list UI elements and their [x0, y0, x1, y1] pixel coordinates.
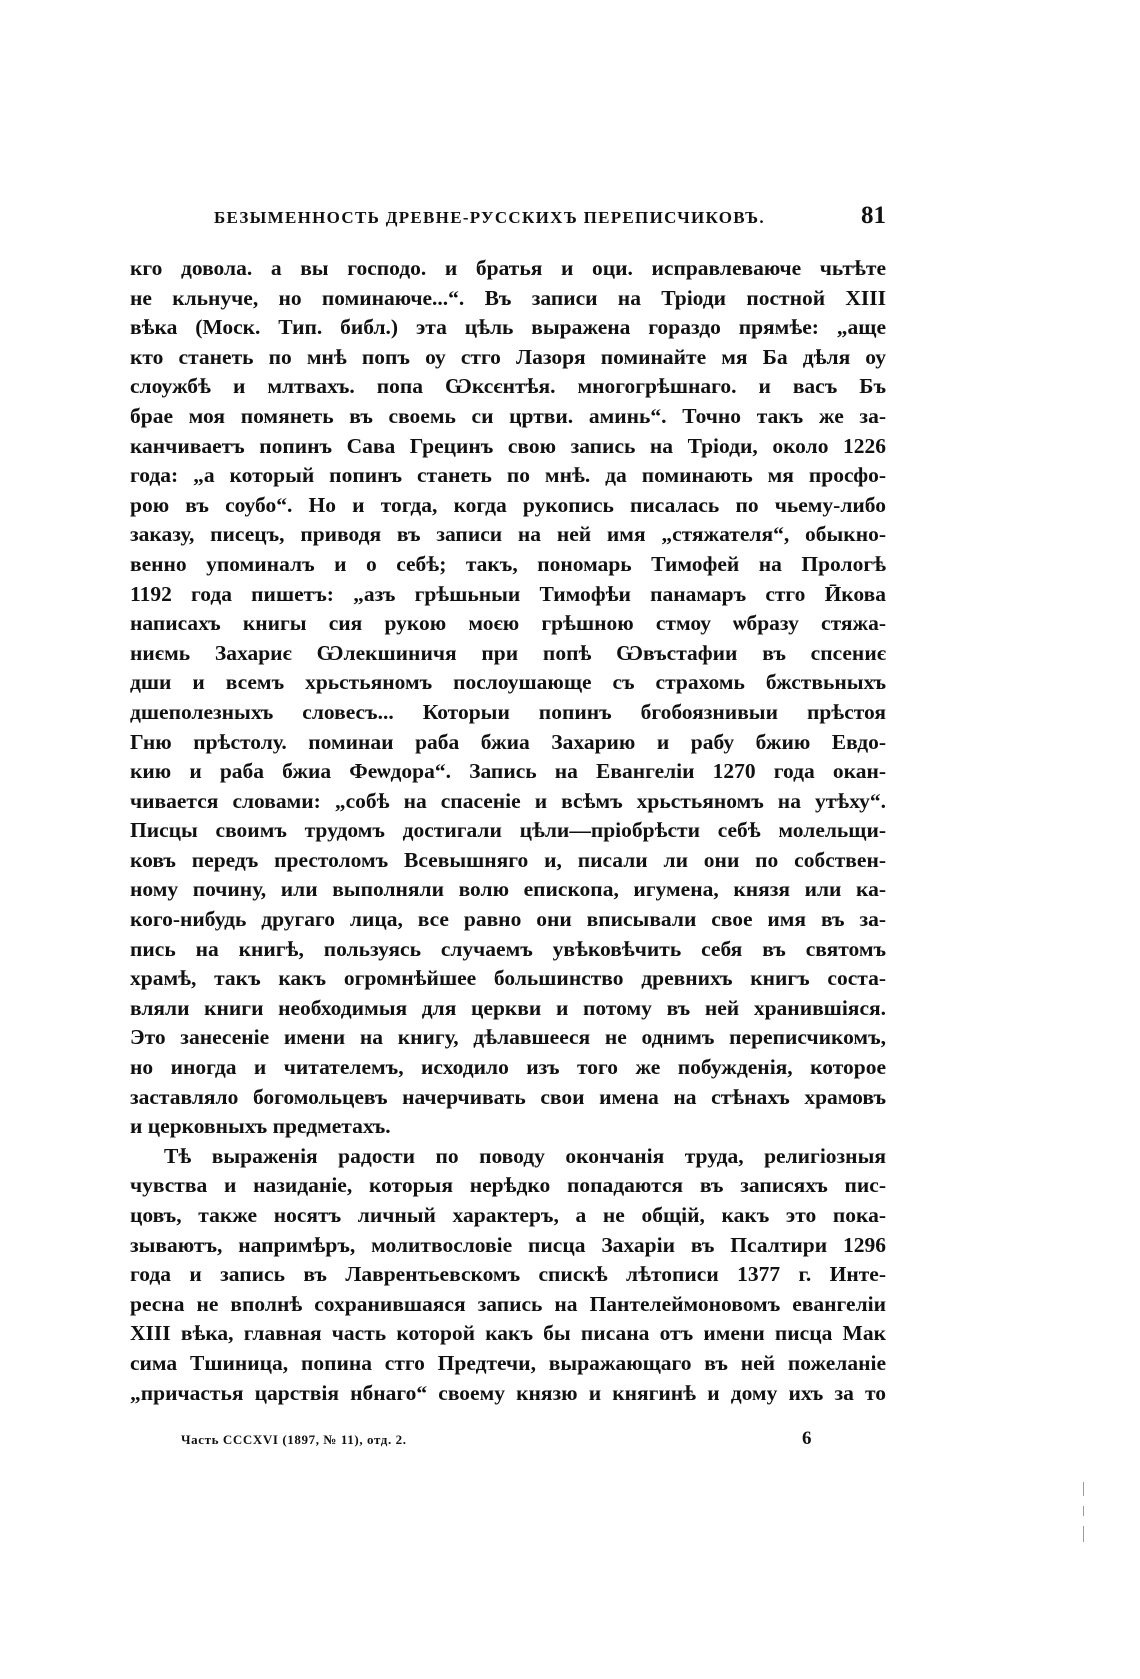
- scan-speck: [1083, 1526, 1084, 1542]
- text-line: года и запись въ Лаврентьевскомъ спискѣ лѣтописи 1377 г. Инте-: [130, 1262, 886, 1287]
- text-line: кию и раба бжиа Феѡдора“. Запись на Евангеліи 1270 года окан-: [130, 759, 886, 784]
- text-line: чивается словами: „собѣ на спасеніе и всѣмъ хрьстьяномъ на утѣху“.: [130, 788, 886, 813]
- text-line: „причастья царствія нбнаго“ своему князю и княгинѣ и дому ихъ за то: [130, 1380, 886, 1405]
- text-line: 1192 года пишетъ: „азъ грѣшьныи Тимофѣи панамаръ стго Ӣкова: [130, 581, 886, 606]
- text-line: XIII вѣка, главная часть которой какъ бы писана отъ имени писца Мак: [130, 1321, 886, 1346]
- text-line: пись на книгѣ, пользуясь случаемъ увѣковѣчить себя въ святомъ: [130, 936, 886, 961]
- text-line: слоужбѣ и млтвахъ. попа Ѡксєнтѣя. многогрѣшнаго. и васъ Бъ: [130, 374, 886, 399]
- page-header: [214, 202, 886, 236]
- text-line: вѣка (Моск. Тип. библ.) эта цѣль выражена гораздо прямѣе: „аще: [130, 315, 886, 340]
- text-line: кто станеть по мнѣ попъ оу стго Лазоря поминайте мя Ба дѣля оу: [130, 344, 886, 369]
- page-footer: [181, 1428, 821, 1452]
- sheet-number: 6: [802, 1428, 812, 1449]
- text-line: кго довола. а вы господо. и братья и оци. исправлеваюче чьтѣте: [130, 256, 886, 280]
- text-line: чувства и назиданіе, которыя нерѣдко попадаются въ записяхъ пис-: [130, 1173, 886, 1198]
- paragraph-start-line: Тѣ выраженія радости по поводу окончанія труда, религіозныя: [164, 1143, 886, 1168]
- text-line: венно упоминалъ и о себѣ; такъ, пономарь Тимофей на Прологѣ: [130, 551, 886, 576]
- text-line: канчиваетъ попинъ Сава Грецинъ свою запись на Тріоди, около 1226: [130, 433, 886, 458]
- paragraph-end-line: и церковныхъ предметахъ.: [130, 1114, 391, 1139]
- body-text: [130, 254, 886, 1408]
- text-line: зываютъ, напримѣръ, молитвословіе писца Захаріи въ Псалтири 1296: [130, 1232, 886, 1257]
- text-line: кого-нибудь другаго лица, все равно они вписывали свое имя въ за-: [130, 907, 886, 932]
- running-title: БЕЗЫМЕННОСТЬ ДРЕВНЕ-РУССКИХЪ ПЕРЕПИСЧИКОВЪ.: [214, 208, 765, 227]
- scan-speck: [1083, 1482, 1084, 1496]
- text-line: ниємь Захариє Ѡлекшиничя при попѣ Ѡвъстафии въ спсениє: [130, 640, 886, 665]
- text-line: Гню прѣстолу. поминаи раба бжиа Захарию и рабу бжию Евдо-: [130, 729, 886, 754]
- text-line: ному почину, или выполняли волю епископа, игумена, князя или ка-: [130, 877, 886, 902]
- text-line: дши и всемъ хрьстьяномъ послоушающе съ страхомь бжствьныхъ: [130, 670, 886, 695]
- scan-speck: [1083, 1506, 1084, 1516]
- text-line: заказу, писецъ, приводя въ записи на ней имя „стяжателя“, обыкно-: [130, 522, 886, 547]
- text-line: года: „а который попинъ станеть по мнѣ. да поминають мя просфо-: [130, 463, 886, 488]
- text-line: написахъ книгы сия рукою моєю грѣшною стмоу ѡбразу стяжа-: [130, 611, 886, 636]
- text-line: рою въ соубо“. Но и тогда, когда рукопись писалась по чьему-либо: [130, 492, 886, 517]
- text-line: брае моя помянеть въ своемь си цртви. аминь“. Точно такъ же за-: [130, 403, 886, 428]
- text-line: сима Тшиница, попина стго Предтечи, выражающаго въ ней пожеланіе: [130, 1350, 886, 1375]
- text-line: ковъ передъ престоломъ Всевышняго и, писали ли они по собствен-: [130, 847, 886, 872]
- text-line: Писцы своимъ трудомъ достигали цѣли—пріобрѣсти себѣ молельщи-: [130, 818, 886, 843]
- text-line: вляли книги необходимыя для церкви и потому въ ней хранившіяся.: [130, 995, 886, 1020]
- text-line: цовъ, также носятъ личный характеръ, а не общій, какъ это пока-: [130, 1203, 886, 1227]
- text-line: но иногда и читателемъ, исходило изъ того же побужденія, которое: [130, 1055, 886, 1080]
- text-line: не кльнуче, но поминаюче...“. Въ записи на Тріоди постной XIII: [130, 285, 886, 310]
- text-line: храмѣ, такъ какъ огромнѣйшее большинство древнихъ книгъ соста-: [130, 966, 886, 991]
- text-line: ресна не вполнѣ сохранившаяся запись на Пантелеймоновомъ евангеліи: [130, 1291, 886, 1316]
- text-line: Это занесеніе имени на книгу, дѣлавшееся не однимъ переписчикомъ,: [130, 1025, 886, 1050]
- text-line: дшеполезныхъ словесъ... Которыи попинъ бгобоязнивыи прѣстоя: [130, 699, 886, 724]
- text-line: заставляло богомольцевъ начерчивать свои имена на стѣнахъ храмовъ: [130, 1084, 886, 1109]
- printer-signature: Часть CCCXVI (1897, № 11), отд. 2.: [181, 1432, 407, 1447]
- page-number: 81: [861, 202, 886, 229]
